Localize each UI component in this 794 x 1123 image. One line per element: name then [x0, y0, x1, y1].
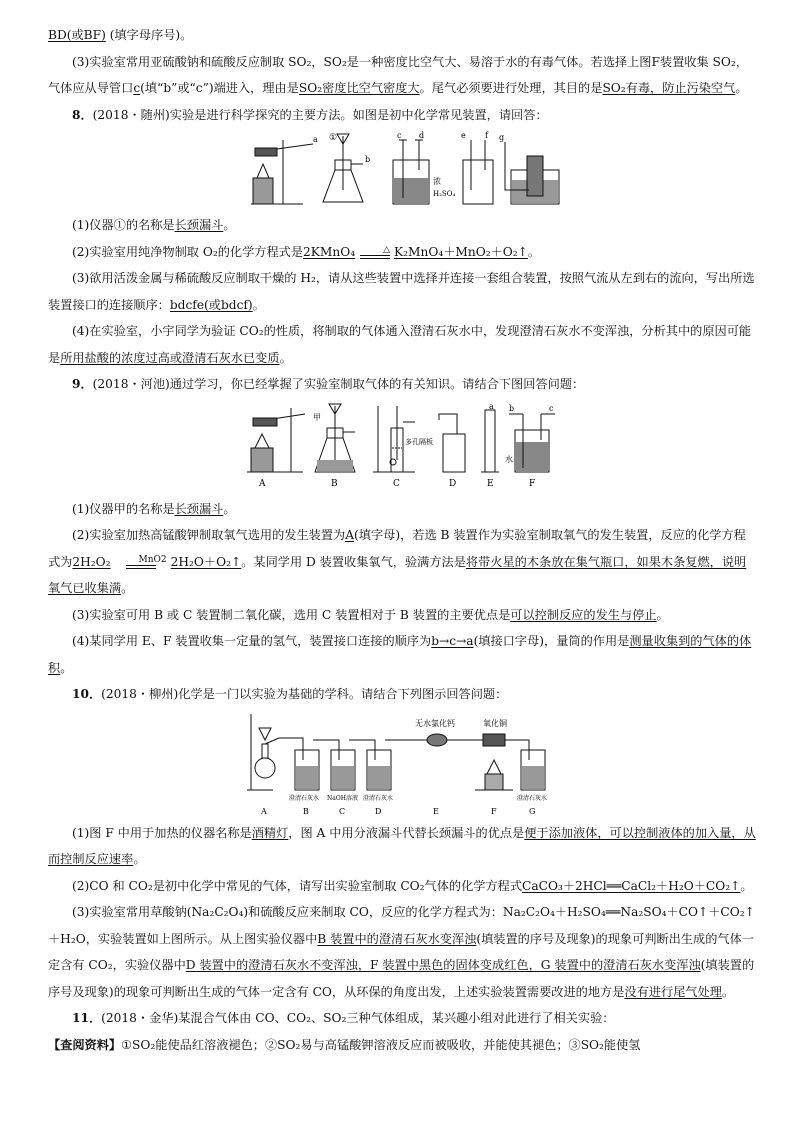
- q10-p2-end: 。: [740, 878, 753, 893]
- q9-answer-4b: 测量收集到的气体的体积: [48, 634, 752, 675]
- q9-eq-right: 2H₂O＋O₂↑: [170, 554, 242, 569]
- q9-label-a: a: [489, 401, 494, 411]
- q8-answer-3: bdcfe(或bdcf): [169, 297, 253, 312]
- q9-p3-prefix: (3)实验室可用 B 或 C 装置制二氧化碳，选用 C 装置相对于 B 装置的主要优点是: [72, 607, 511, 622]
- q7-p3-prefix: (3)实验室常用亚硫酸钠和硫酸反应制取 SO₂，SO₂是一种密度比空气大、易溶于水的有毒气体。若选择上图F装置收集 SO₂，气体应从导管口: [48, 54, 748, 95]
- q10-label-limewater-b: 澄清石灰水: [289, 794, 320, 802]
- q8-p3-prefix: (3)欲用活泼金属与稀硫酸反应制取干燥的 H₂，请从这些装置中选择并连接一套组合装置，按照气流从左到右的流向，写出所选装置接口的连接顺序：: [48, 271, 755, 312]
- q10-p1-prefix: (1)图 F 中用于加热的仪器名称是: [72, 825, 252, 840]
- q10-stem-text: (2018・柳州)化学是一门以实验为基础的学科。请结合下列图示回答问题：: [101, 687, 508, 701]
- q8-answer-1: 长颈漏斗: [174, 218, 224, 232]
- q9-apparatus-b: [315, 404, 355, 472]
- q10-letter-f: F: [491, 806, 497, 816]
- q8-label-c: c: [397, 131, 402, 140]
- q10-bottle-g: [521, 750, 545, 790]
- q10-p3-prefix: (3)实验室常用草酸钠(Na₂C₂O₄)和硫酸反应来制取 CO，反应的化学方程式为：Na₂C₂O₄＋H₂SO₄══Na₂SO₄＋CO↑＋CO₂↑＋H₂O，实验装置如上图所示。从上图实验仪器中: [48, 905, 755, 946]
- q10-label-cacl2: 无水氯化钙: [415, 718, 455, 728]
- q8-label-e: e: [461, 131, 466, 140]
- q8-p4-end: 。: [279, 350, 292, 365]
- q8-p3-end: 。: [252, 297, 265, 312]
- q8-heating-apparatus: [251, 140, 313, 204]
- q8-label-h2so4: H₂SO₄: [433, 190, 456, 198]
- worksheet-page: [48, 22, 758, 1058]
- q8-label-1: ①: [329, 133, 338, 143]
- q10-letter-row: [243, 804, 563, 816]
- q9-answer-1: 长颈漏斗: [174, 501, 224, 516]
- q9-p3-end: 。: [656, 607, 669, 622]
- q8-part3: [48, 265, 758, 318]
- q9-apparatus-f: [509, 414, 555, 472]
- q9-label-jia: 甲: [313, 412, 321, 422]
- q11-info-tag: 【查阅资料】: [48, 1037, 122, 1052]
- q9-letter-d: D: [449, 478, 457, 489]
- q9-answer-2a: A: [345, 528, 355, 542]
- q10-answer-2: CaCO₃＋2HCl══CaCl₂＋H₂O＋CO₂↑: [522, 878, 741, 893]
- q9-part2: [48, 522, 758, 602]
- answer-reason: SO₂密度比空气密度大: [298, 81, 420, 95]
- q10-part3: [48, 899, 758, 1005]
- q8-part2: [48, 239, 758, 266]
- q9-apparatus-e: [481, 410, 499, 472]
- q8-reaction-condition: [359, 245, 390, 259]
- q10-apparatus-figure: [243, 710, 563, 806]
- q10-bottle-b: [295, 750, 319, 790]
- q8-p4-prefix: (4)在实验室，小宇同学为验证 CO₂的性质，将制取的气体通入澄清石灰水中，发现澄清石灰水不变浑浊，分析其中的原因可能是: [48, 324, 752, 365]
- q9-p4-end: 。: [60, 660, 73, 675]
- q10-drying-tube-e: [419, 734, 455, 746]
- q9-p2-mid2: 。某同学用 D 装置收集氧气，验满方法是: [241, 554, 466, 569]
- q9-p4-prefix: (4)某同学用 E、F 装置收集一定量的氢气，装置接口连接的顺序为: [72, 634, 432, 648]
- q10-part1: [48, 820, 758, 873]
- q10-answer-1: 酒精灯: [251, 825, 289, 840]
- q11-stem-text: (2018・金华)某混合气体由 CO、CO₂、SO₂三种气体组成，某兴趣小组对此进行了相关实验：: [101, 1011, 615, 1025]
- q9-letter-f: F: [529, 478, 536, 489]
- q11-info-text: ①SO₂能使品红溶液褪色；②SO₂易与高锰酸钾溶液反应而被吸收，并能使其褪色；③SO₂能使氢: [121, 1037, 641, 1052]
- q7-part3: [48, 49, 758, 102]
- q10-apparatus-a: [247, 714, 279, 790]
- q10-tubing-1: [279, 738, 303, 760]
- q10-p3-mid: (填装置的序号及现象)的现象可判断出生成的气体一定含有 CO₂，实验仪器中: [48, 931, 754, 972]
- q11-stem: [48, 1005, 758, 1032]
- q9-answer-3: 可以控制反应的发生与停止: [510, 607, 657, 622]
- q9-answer-4: b→c→a: [431, 634, 474, 648]
- q8-label-a: a: [313, 135, 318, 144]
- answer-c: c: [133, 81, 141, 95]
- q10-answer-3c: 没有进行尾气处理: [624, 984, 722, 999]
- q10-heated-tube-f: [475, 734, 513, 790]
- q8-label-g: g: [499, 133, 505, 142]
- q9-p2-prefix: (2)实验室加热高锰酸钾制取氧气选用的发生装置为: [72, 528, 346, 542]
- q10-part2: [48, 873, 758, 900]
- q8-label-f: f: [485, 131, 488, 140]
- q9-letter-c: C: [393, 478, 400, 489]
- q10-p3-mid2: (填装置的序号及现象)的现象可判断出生成的气体一定含有 CO，从环保的角度出发，上述实验装置需要改进的地方是: [48, 958, 755, 999]
- q9-eq-left: 2H₂O₂: [72, 554, 111, 569]
- q9-catalyst-condition: [115, 555, 167, 569]
- q10-stem: [48, 681, 758, 708]
- q10-letter-g: G: [529, 806, 536, 816]
- q9-number: 9．: [72, 377, 93, 391]
- q9-p2-end: 。: [121, 581, 134, 595]
- q11-info: [48, 1032, 758, 1059]
- q7-p3-end: 。: [735, 81, 748, 95]
- q9-label-porous: 多孔隔板: [405, 437, 433, 446]
- q10-letter-d: D: [375, 806, 382, 816]
- q9-apparatus-figure: [243, 400, 563, 492]
- q8-answer-2-right: K₂MnO₄＋MnO₂＋O₂↑: [394, 244, 528, 259]
- q10-p3-end: 。: [721, 984, 735, 999]
- q10-label-naoh: NaOH溶液: [327, 794, 358, 802]
- q10-letter-c: C: [339, 806, 346, 816]
- q9-letter-b: B: [331, 478, 338, 489]
- q9-p1-end: 。: [223, 501, 236, 516]
- answer-bd: BD(或BF): [48, 28, 106, 42]
- q7-line: [48, 22, 758, 49]
- q8-p2-prefix: (2)实验室用纯净物制取 O₂的化学方程式是: [72, 244, 304, 259]
- q8-stem-text: (2018・随州)实验是进行科学探究的主要方法。如图是初中化学常见装置，请回答：: [92, 107, 548, 122]
- q10-bottle-c: [331, 750, 355, 790]
- q10-p1-mid: ，图 A 中用分液漏斗代替长颈漏斗的优点是: [288, 825, 525, 840]
- q9-apparatus-d: [439, 414, 465, 472]
- q9-stem-text: (2018・河池)通过学习，你已经掌握了实验室制取气体的有关知识。请结合下图回答问题：: [92, 377, 585, 391]
- q10-answer-3a: B 装置中的澄清石灰水变浑浊: [317, 931, 477, 946]
- q9-part1: [48, 496, 758, 523]
- answer-purpose: SO₂有毒，防止污染空气: [602, 81, 736, 95]
- q8-number: 8．: [72, 107, 93, 122]
- q10-p1-end: 。: [133, 852, 146, 866]
- q7-p3-mid: (填“b”或“c”)端进入，理由是: [140, 81, 299, 95]
- catalyst-label: MnO2: [138, 555, 167, 565]
- q10-letter-b: B: [303, 806, 309, 816]
- q8-p2-end: 。: [527, 244, 541, 259]
- q8-part1: [48, 212, 758, 239]
- q10-number: 10．: [72, 687, 102, 701]
- q8-label-conc: 浓: [433, 177, 441, 186]
- q9-stem: [48, 371, 758, 398]
- q8-part4: [48, 318, 758, 371]
- q8-collecting-bottle: [463, 140, 493, 204]
- q9-p4-mid: (填接口字母)，量筒的作用是: [473, 634, 630, 648]
- q8-label-b: b: [365, 155, 371, 164]
- q9-answer-check: 将带火星的木条放在集气瓶口，如果木条复燃，说明氧气已收集满: [48, 554, 747, 595]
- q10-letter-e: E: [433, 806, 439, 816]
- q10-answer-3b: D 装置中的澄清石灰水不变浑浊，F 装置中黑色的固体变成红色，G 装置中的澄清石灰水变浑浊: [185, 958, 701, 972]
- q9-p2-mid: (填字母)，若选 B 装置作为实验室制取氧气的发生装置，反应的化学方程式为: [48, 528, 746, 569]
- q8-stem: [48, 102, 758, 129]
- q10-label-limewater-g: 澄清石灰水: [517, 794, 548, 802]
- q10-label-limewater-d: 澄清石灰水: [363, 794, 394, 802]
- q8-water-trough: [505, 142, 559, 204]
- q10-answer-1b: 便于添加液体，可以控制液体的加入量，从而控制反应速率: [48, 825, 756, 866]
- q9-label-c: c: [549, 403, 554, 413]
- q8-p1-end: 。: [223, 218, 236, 232]
- q10-letter-a: A: [261, 806, 267, 816]
- q8-apparatus-figure: [243, 130, 563, 208]
- q8-flask-apparatus: [323, 134, 363, 202]
- q7-p3-mid2: 。尾气必须要进行处理，其目的是: [419, 81, 603, 95]
- q8-p1-prefix: (1)仪器①的名称是: [72, 218, 175, 232]
- q9-letter-a: A: [259, 478, 266, 489]
- fill-note: (填字母序号)。: [109, 28, 193, 42]
- heat-symbol: △: [383, 245, 391, 255]
- q10-label-cuo: 氧化铜: [483, 718, 507, 728]
- q10-p2-prefix: (2)CO 和 CO₂是初中化学中常见的气体，请写出实验室制取 CO₂气体的化学方程式: [72, 878, 523, 893]
- q9-part4: [48, 628, 758, 681]
- q9-label-water: 水: [505, 454, 513, 464]
- q11-number: 11．: [72, 1011, 102, 1025]
- q8-answer-4: 所用盐酸的浓度过高或澄清石灰水已变质: [60, 350, 280, 365]
- q9-part3: [48, 602, 758, 629]
- q8-label-d: d: [419, 131, 425, 140]
- q8-answer-2-left: 2KMnO₄: [303, 244, 356, 259]
- q10-bottle-d: [367, 750, 391, 790]
- q9-letter-e: E: [487, 478, 494, 489]
- q9-label-b: b: [509, 403, 515, 413]
- q9-apparatus-a: [247, 408, 305, 472]
- q8-wash-bottle: [393, 140, 429, 204]
- q9-p1-prefix: (1)仪器甲的名称是: [72, 501, 175, 516]
